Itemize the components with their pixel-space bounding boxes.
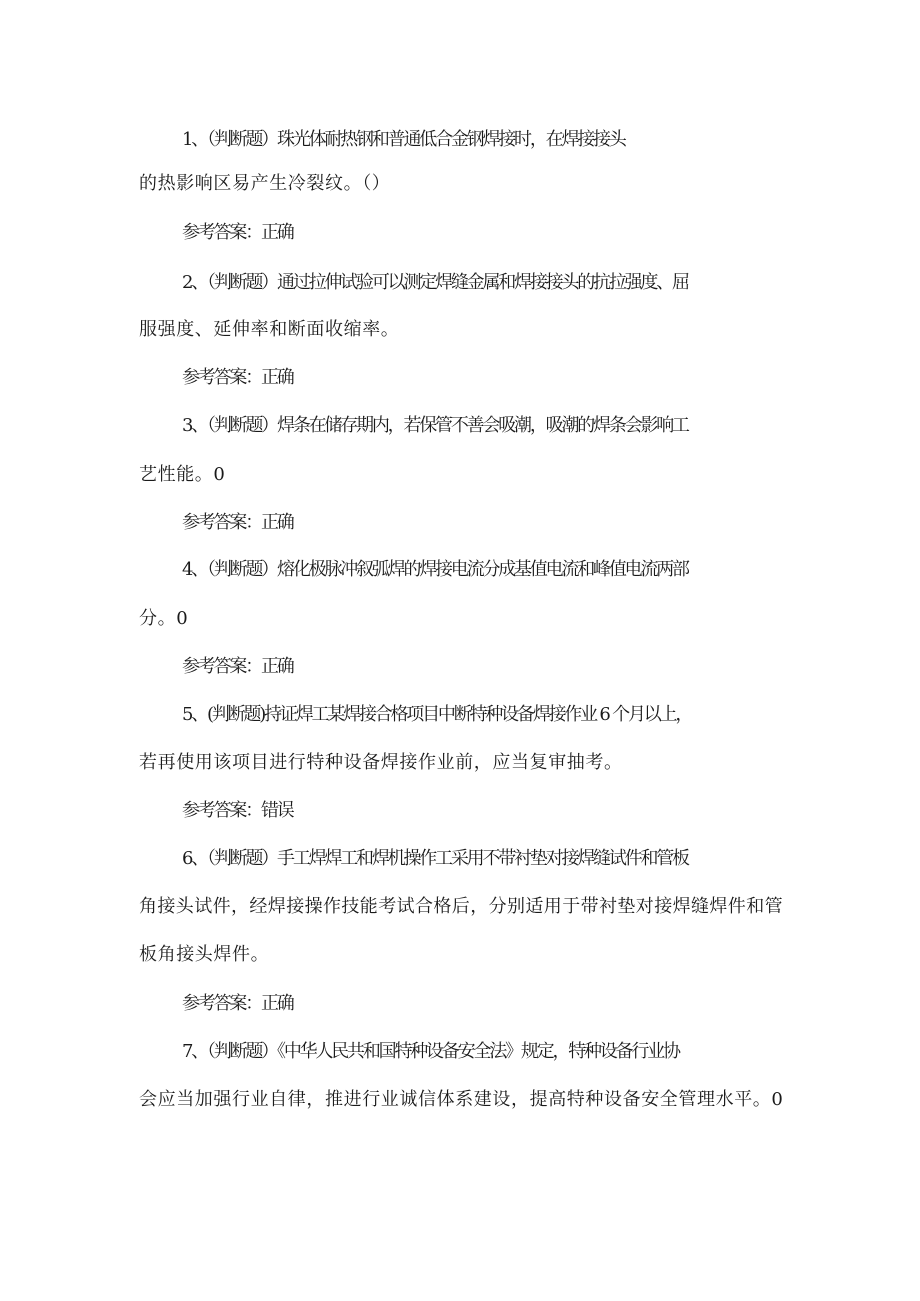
question-1-line-1: 1、（判断题）珠光体耐热钢和普通低合金钢焊接时，在焊接接头	[182, 129, 625, 150]
question-6-line-3: 板角接头焊件。	[139, 944, 270, 965]
question-2-line-1: 2、（判断题）通过拉伸试验可以测定焊缝金属和焊接接头的抗拉强度、屈	[182, 272, 688, 293]
question-7-line-1: 7、（判断题）《中华人民共和国特种设备安全法》规定，特种设备行业协	[182, 1041, 679, 1062]
question-6-line-2: 角接头试件，经焊接操作技能考试合格后，分别适用于带衬垫对接焊缝焊件和管	[139, 896, 783, 917]
question-1-answer: 参考答案：正确	[182, 222, 293, 243]
question-5-answer: 参考答案：错误	[182, 800, 293, 821]
question-3-line-1: 3、（判断题）焊条在储存期内，若保管不善会吸潮，吸潮的焊条会影响工	[182, 415, 688, 436]
question-4-line-2: 分。0	[139, 608, 189, 629]
question-6-answer: 参考答案：正确	[182, 993, 293, 1014]
question-1-line-2: 的热影响区易产生冷裂纹。（）	[139, 173, 391, 194]
question-3-line-2: 艺性能。0	[139, 464, 226, 485]
question-4-line-1: 4、（判断题）熔化极脉冲叙弧焊的焊接电流分成基值电流和峰值电流两部	[182, 559, 688, 580]
question-4-answer: 参考答案：正确	[182, 656, 293, 677]
question-5-line-1: 5、(判断题)持证焊工某焊接合格项目中断特种设备焊接作业 6 个月以上，	[182, 704, 692, 725]
question-6-line-1: 6、（判断题）手工焊焊工和焊机操作工采用不带衬垫对接焊缝试件和管板	[182, 848, 688, 869]
question-3-answer: 参考答案：正确	[182, 512, 293, 533]
question-2-answer: 参考答案：正确	[182, 367, 293, 388]
question-7-line-2: 会应当加强行业自律，推进行业诚信体系建设，提高特种设备安全管理水平。0	[139, 1089, 784, 1110]
question-5-line-2: 若再使用该项目进行特种设备焊接作业前，应当复审抽考。	[139, 752, 623, 773]
question-2-line-2: 服强度、延伸率和断面收缩率。	[139, 319, 400, 340]
